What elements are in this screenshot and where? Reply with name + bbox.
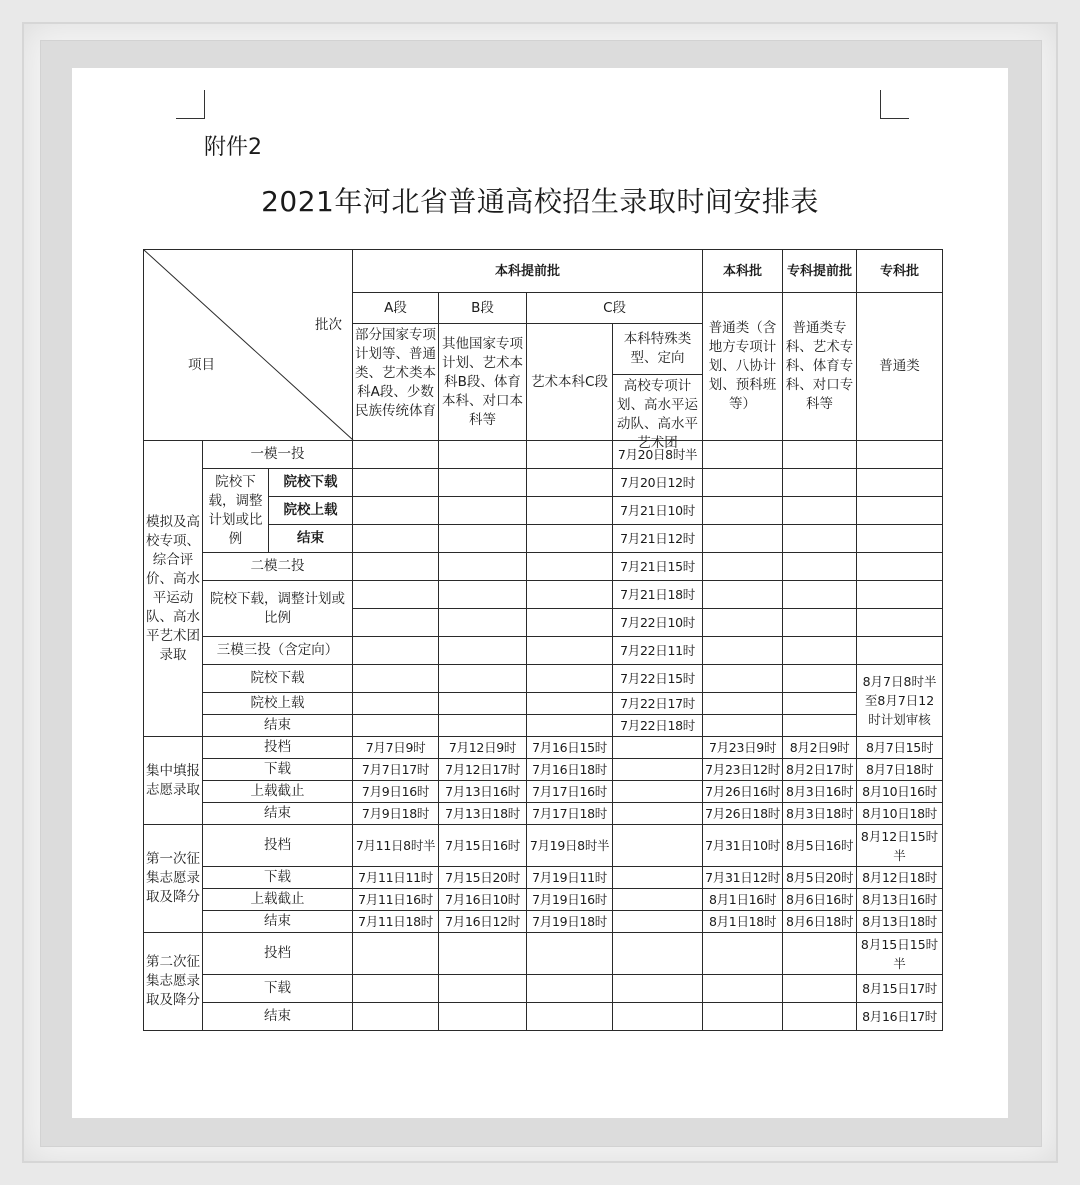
time-c-art: 7月17日18时 bbox=[527, 803, 613, 825]
time-c-special: 7月21日15时 bbox=[613, 553, 703, 581]
time-zhuanke-tiqian: 8月2日17时 bbox=[783, 759, 857, 781]
time-c-special bbox=[613, 825, 703, 867]
row-item: 结束 bbox=[203, 911, 353, 933]
time-zhuanke-tiqian: 8月3日18时 bbox=[783, 803, 857, 825]
row-item: 结束 bbox=[203, 1003, 353, 1031]
time-zhuanke-tiqian: 8月6日16时 bbox=[783, 889, 857, 911]
row-upload: 院校上载 bbox=[203, 693, 353, 715]
desc-benke: 普通类（含地方专项计划、八协计划、预科班等） bbox=[703, 293, 783, 441]
row-item: 投档 bbox=[203, 933, 353, 975]
time-benke: 7月31日10时 bbox=[703, 825, 783, 867]
desc-a bbox=[353, 324, 439, 441]
row-mock3: 三模三投（含定向） bbox=[203, 637, 353, 665]
group-second-solicit-label: 第二次征集志愿录取及降分 bbox=[144, 933, 203, 1031]
time-c-art: 7月16日15时 bbox=[527, 737, 613, 759]
time-c-special bbox=[613, 867, 703, 889]
desc-a-text: 部分国家专项计划等、普通类、艺术类本科A段、少数民族传统体育 bbox=[355, 327, 437, 419]
time-benke: 7月26日18时 bbox=[703, 803, 783, 825]
time-a: 7月11日18时 bbox=[353, 911, 439, 933]
segment-a: A段 bbox=[353, 293, 439, 324]
header-benke-tiqian: 本科提前批 bbox=[353, 250, 703, 293]
time-c-special: 7月22日10时 bbox=[613, 609, 703, 637]
crop-mark-top-right bbox=[880, 90, 909, 119]
time-b: 7月15日20时 bbox=[439, 867, 527, 889]
time-a: 7月9日18时 bbox=[353, 803, 439, 825]
header-corner-cell bbox=[144, 250, 353, 441]
time-a: 7月9日16时 bbox=[353, 781, 439, 803]
row-end: 结束 bbox=[269, 525, 353, 553]
group-mock-label: 模拟及高校专项、综合评价、高水平运动队、高水平艺术团录取 bbox=[144, 441, 203, 737]
row-download-adjust: 院校下载，调整计划或比例 bbox=[203, 581, 353, 637]
desc-zhuanke-tiqian: 普通类专科、艺术专科、体育专科、对口专科等 bbox=[783, 293, 857, 441]
time-benke: 7月23日12时 bbox=[703, 759, 783, 781]
row-item: 下载 bbox=[203, 759, 353, 781]
time-c-special: 7月22日15时 bbox=[613, 665, 703, 693]
row-download: 院校下载 bbox=[203, 665, 353, 693]
time-benke: 8月1日16时 bbox=[703, 889, 783, 911]
time-b: 7月16日12时 bbox=[439, 911, 527, 933]
header-benke: 本科批 bbox=[703, 250, 783, 293]
desc-zhuanke: 普通类 bbox=[857, 293, 943, 441]
desc-c-special-detail-text: 高校专项计划、高水平运动队、高水平艺术团 bbox=[617, 378, 699, 451]
time-benke: 8月1日18时 bbox=[703, 911, 783, 933]
time-c-special: 7月21日12时 bbox=[613, 525, 703, 553]
time-zhuanke: 8月12日15时半 bbox=[857, 825, 943, 867]
time-zhuanke: 8月7日18时 bbox=[857, 759, 943, 781]
time-zhuanke: 8月15日15时半 bbox=[857, 933, 943, 975]
row-item: 投档 bbox=[203, 737, 353, 759]
zhuanke-note: 8月7日8时半至8月7日12时计划审核 bbox=[857, 665, 943, 737]
time-zhuanke-tiqian: 8月5日20时 bbox=[783, 867, 857, 889]
time-b: 7月16日10时 bbox=[439, 889, 527, 911]
time-c-art: 7月19日8时半 bbox=[527, 825, 613, 867]
time-c-special bbox=[613, 737, 703, 759]
time-b: 7月13日16时 bbox=[439, 781, 527, 803]
time-zhuanke: 8月13日16时 bbox=[857, 889, 943, 911]
time-c-special bbox=[613, 911, 703, 933]
time-c-special bbox=[613, 803, 703, 825]
time-zhuanke: 8月13日18时 bbox=[857, 911, 943, 933]
time-c-special: 7月21日10时 bbox=[613, 497, 703, 525]
time-zhuanke: 8月10日16时 bbox=[857, 781, 943, 803]
time-zhuanke: 8月16日17时 bbox=[857, 1003, 943, 1031]
time-zhuanke: 8月15日17时 bbox=[857, 975, 943, 1003]
row-mock2: 二模二投 bbox=[203, 553, 353, 581]
row-mock1: 一模一投 bbox=[203, 441, 353, 469]
time-b: 7月15日16时 bbox=[439, 825, 527, 867]
crop-mark-top-left bbox=[176, 90, 205, 119]
group-central-label: 集中填报志愿录取 bbox=[144, 737, 203, 825]
time-a: 7月11日8时半 bbox=[353, 825, 439, 867]
row-item: 下载 bbox=[203, 975, 353, 1003]
row-item: 上载截止 bbox=[203, 781, 353, 803]
time-c-art: 7月16日18时 bbox=[527, 759, 613, 781]
time-c-special: 7月22日18时 bbox=[613, 715, 703, 737]
desc-b: 其他国家专项计划、艺术本科B段、体育本科、对口本科等 bbox=[439, 324, 527, 441]
row-school-download: 院校下载 bbox=[269, 469, 353, 497]
row-end2: 结束 bbox=[203, 715, 353, 737]
time-zhuanke-tiqian: 8月5日16时 bbox=[783, 825, 857, 867]
time-c-art: 7月19日16时 bbox=[527, 889, 613, 911]
attachment-label: 附件2 bbox=[204, 135, 262, 160]
time-zhuanke-tiqian: 8月6日18时 bbox=[783, 911, 857, 933]
header-zhuanke: 专科批 bbox=[857, 250, 943, 293]
time-zhuanke: 8月10日18时 bbox=[857, 803, 943, 825]
time-c-special: 7月22日17时 bbox=[613, 693, 703, 715]
time-benke: 7月31日12时 bbox=[703, 867, 783, 889]
time-zhuanke: 8月7日15时 bbox=[857, 737, 943, 759]
row-item: 上载截止 bbox=[203, 889, 353, 911]
time-c-special: 7月20日8时半 bbox=[613, 441, 703, 469]
time-b: 7月13日18时 bbox=[439, 803, 527, 825]
time-b: 7月12日9时 bbox=[439, 737, 527, 759]
desc-c-art: 艺术本科C段 bbox=[527, 324, 613, 441]
time-zhuanke-tiqian: 8月3日16时 bbox=[783, 781, 857, 803]
time-c-art: 7月19日11时 bbox=[527, 867, 613, 889]
time-c-special: 7月22日11时 bbox=[613, 637, 703, 665]
desc-c-special: 本科特殊类型、定向 bbox=[613, 324, 703, 375]
time-a: 7月11日11时 bbox=[353, 867, 439, 889]
admission-schedule-table bbox=[143, 249, 943, 1031]
diagonal-line bbox=[144, 250, 353, 440]
row-item: 下载 bbox=[203, 867, 353, 889]
time-c-special: 7月21日18时 bbox=[613, 581, 703, 609]
row-item: 投档 bbox=[203, 825, 353, 867]
corner-label-item: 项目 bbox=[188, 357, 215, 373]
time-benke: 7月23日9时 bbox=[703, 737, 783, 759]
time-a: 7月7日17时 bbox=[353, 759, 439, 781]
segment-b: B段 bbox=[439, 293, 527, 324]
time-b: 7月12日17时 bbox=[439, 759, 527, 781]
row-school-sub-label: 院校下载，调整计划或比例 bbox=[203, 469, 269, 553]
row-school-upload: 院校上载 bbox=[269, 497, 353, 525]
time-a: 7月11日16时 bbox=[353, 889, 439, 911]
time-c-special bbox=[613, 759, 703, 781]
row-item: 结束 bbox=[203, 803, 353, 825]
time-c-special bbox=[613, 781, 703, 803]
time-benke: 7月26日16时 bbox=[703, 781, 783, 803]
desc-c-special-detail bbox=[613, 375, 703, 451]
group-first-solicit-label: 第一次征集志愿录取及降分 bbox=[144, 825, 203, 933]
segment-c: C段 bbox=[527, 293, 703, 324]
document-title: 2021年河北省普通高校招生录取时间安排表 bbox=[261, 185, 819, 218]
time-c-special: 7月20日12时 bbox=[613, 469, 703, 497]
time-c-special bbox=[613, 889, 703, 911]
header-zhuanke-tiqian: 专科提前批 bbox=[783, 250, 857, 293]
corner-label-batch: 批次 bbox=[315, 317, 343, 333]
time-a: 7月7日9时 bbox=[353, 737, 439, 759]
time-c-art: 7月19日18时 bbox=[527, 911, 613, 933]
time-c-art: 7月17日16时 bbox=[527, 781, 613, 803]
time-zhuanke-tiqian: 8月2日9时 bbox=[783, 737, 857, 759]
time-zhuanke: 8月12日18时 bbox=[857, 867, 943, 889]
